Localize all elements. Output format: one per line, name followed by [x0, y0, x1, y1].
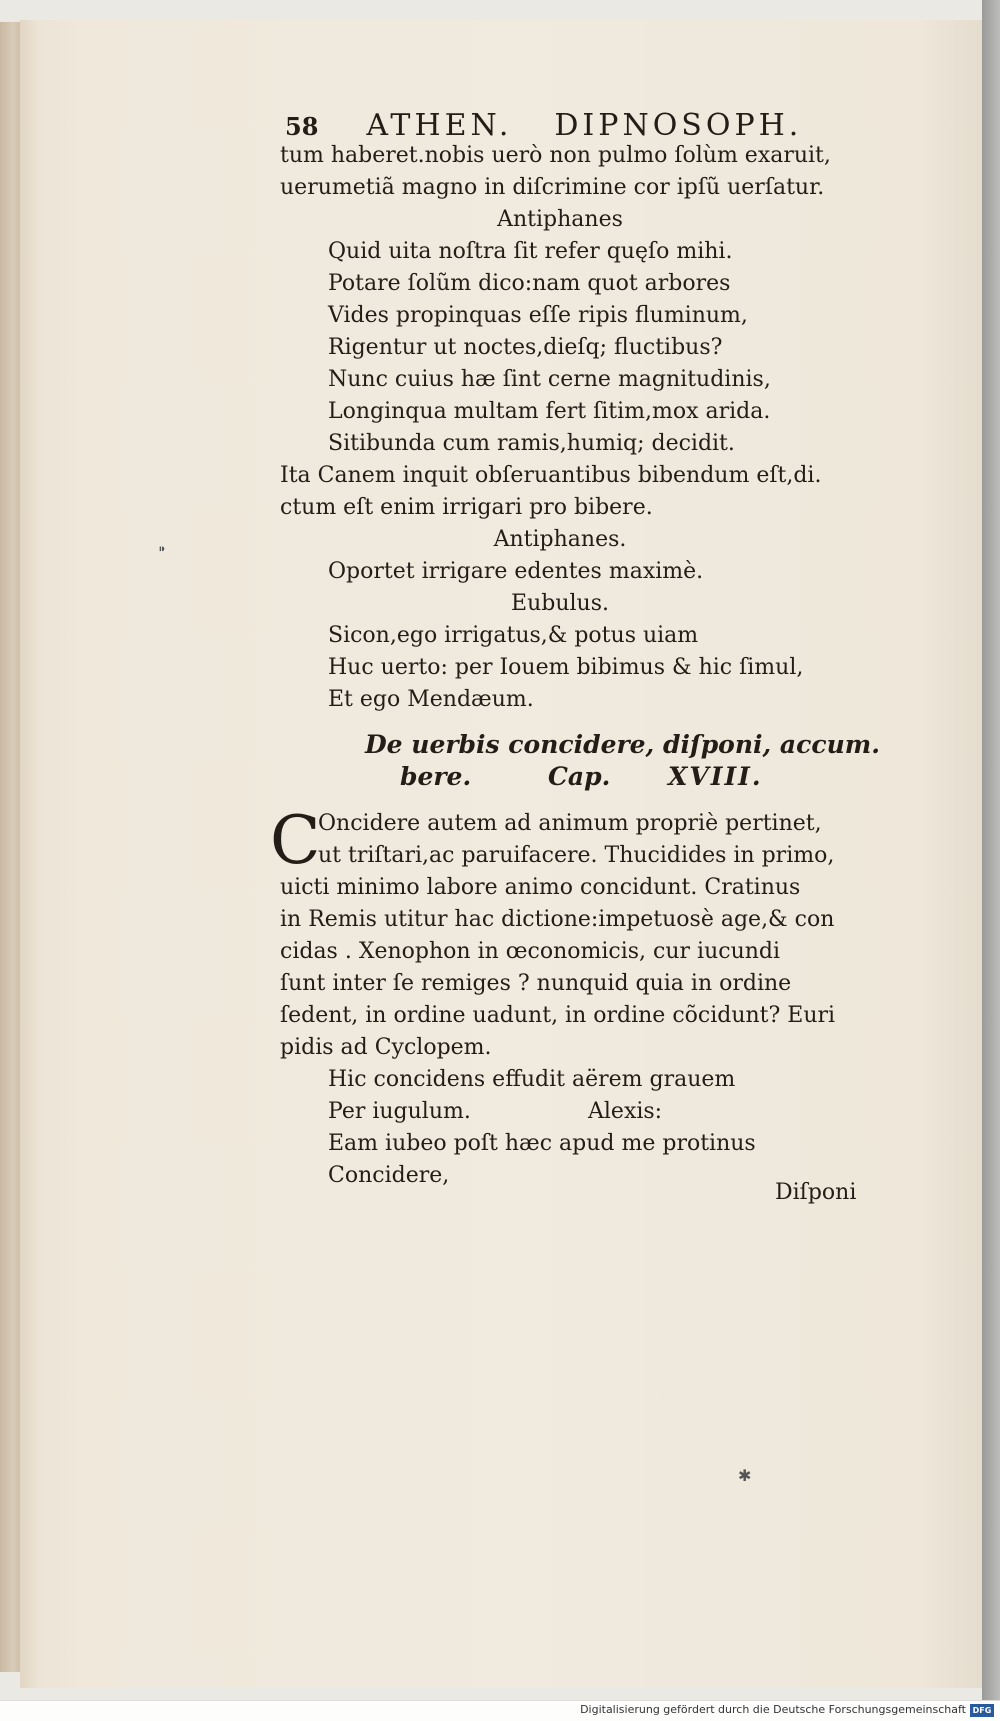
book-edge [0, 22, 22, 1672]
verse-line: Potare ſolũm dico:nam quot arbores [328, 271, 731, 296]
text-line: ſedent, in ordine uadunt, in ordine cõcidunt? Euri [280, 1003, 836, 1028]
verse-line: Hic concidens effudit aërem grauem [328, 1067, 736, 1092]
text-line: ut triſtari,ac paruifacere. Thucidides in primo, [318, 843, 835, 868]
speaker-name: Antiphanes [497, 207, 623, 232]
text-line: cidas . Xenophon in œconomicis, cur iucundi [280, 939, 781, 964]
right-shadow [982, 0, 1000, 1720]
text-line: uerumetiã magno in diſcrimine cor ipſũ uerſatur. [280, 175, 825, 200]
verse-line: Rigentur ut noctes,dieſq; fluctibus? [328, 335, 723, 360]
verse-line: Oportet irrigare edentes maximè. [328, 559, 704, 584]
speaker-name: Eubulus. [511, 591, 609, 616]
verse-line: Nunc cuius hæ ſint cerne magnitudinis, [328, 367, 771, 392]
stray-mark: ⁍ [158, 540, 166, 559]
text-line: Ita Canem inquit obſeruantibus bibendum eſt,di. [280, 463, 822, 488]
running-header [285, 108, 802, 143]
text-line: tum haberet.nobis uerò non pulmo ſolùm exaruit, [280, 143, 831, 168]
verse-line: Quid uita noſtra ſit refer quęſo mihi. [328, 239, 733, 264]
chapter-label: Cap. [548, 762, 611, 791]
speaker-name: Antiphanes. [493, 527, 627, 552]
page-number: 58 [285, 112, 319, 141]
text-line: Oncidere autem ad animum propriè pertinet, [318, 811, 822, 836]
verse-line: Huc uerto: per Iouem bibimus & hic ſimul, [328, 655, 804, 680]
text-line: ſunt inter ſe remiges ? nunquid quia in ordine [280, 971, 792, 996]
text-line: uicti minimo labore animo concidunt. Cratinus [280, 875, 801, 900]
digitization-footer [0, 1700, 1000, 1721]
text-line: in Remis utitur hac dictione:impetuosè age,& con [280, 907, 835, 932]
footer-credit: Digitalisierung gefördert durch die Deutsche Forschungsgemeinschaft [580, 1703, 966, 1716]
text-line: pidis ad Cyclopem. [280, 1035, 492, 1060]
verse-line: Vides propinquas eſſe ripis fluminum, [328, 303, 748, 328]
text-line: ctum eſt enim irrigari pro bibere. [280, 495, 653, 520]
catchword: Diſponi [775, 1180, 857, 1205]
speaker-name: Alexis: [588, 1099, 663, 1124]
verse-line: Longinqua multam fert ſitim,mox arida. [328, 399, 771, 424]
chapter-title-end: bere. [400, 762, 472, 791]
chapter-number: XVIII. [668, 762, 763, 791]
verse-line: Eam iubeo poſt hæc apud me protinus [328, 1131, 756, 1156]
chapter-title: De uerbis concidere, diſponi, accum. [365, 730, 880, 759]
drop-capital: C [270, 802, 321, 879]
running-title-right: DIPNOSOPH. [554, 108, 803, 143]
dfg-logo-icon: DFG [970, 1704, 994, 1717]
verse-line: Concidere, [328, 1163, 450, 1188]
verse-line: Sicon,ego irrigatus,& potus uiam [328, 623, 699, 648]
verse-line: Sitibunda cum ramis,humiq; decidit. [328, 431, 735, 456]
verse-line: Et ego Mendæum. [328, 687, 534, 712]
verse-line: Per iugulum. [328, 1099, 471, 1124]
stray-mark: ✱ [738, 1466, 752, 1485]
running-title-left: ATHEN. [366, 108, 513, 143]
